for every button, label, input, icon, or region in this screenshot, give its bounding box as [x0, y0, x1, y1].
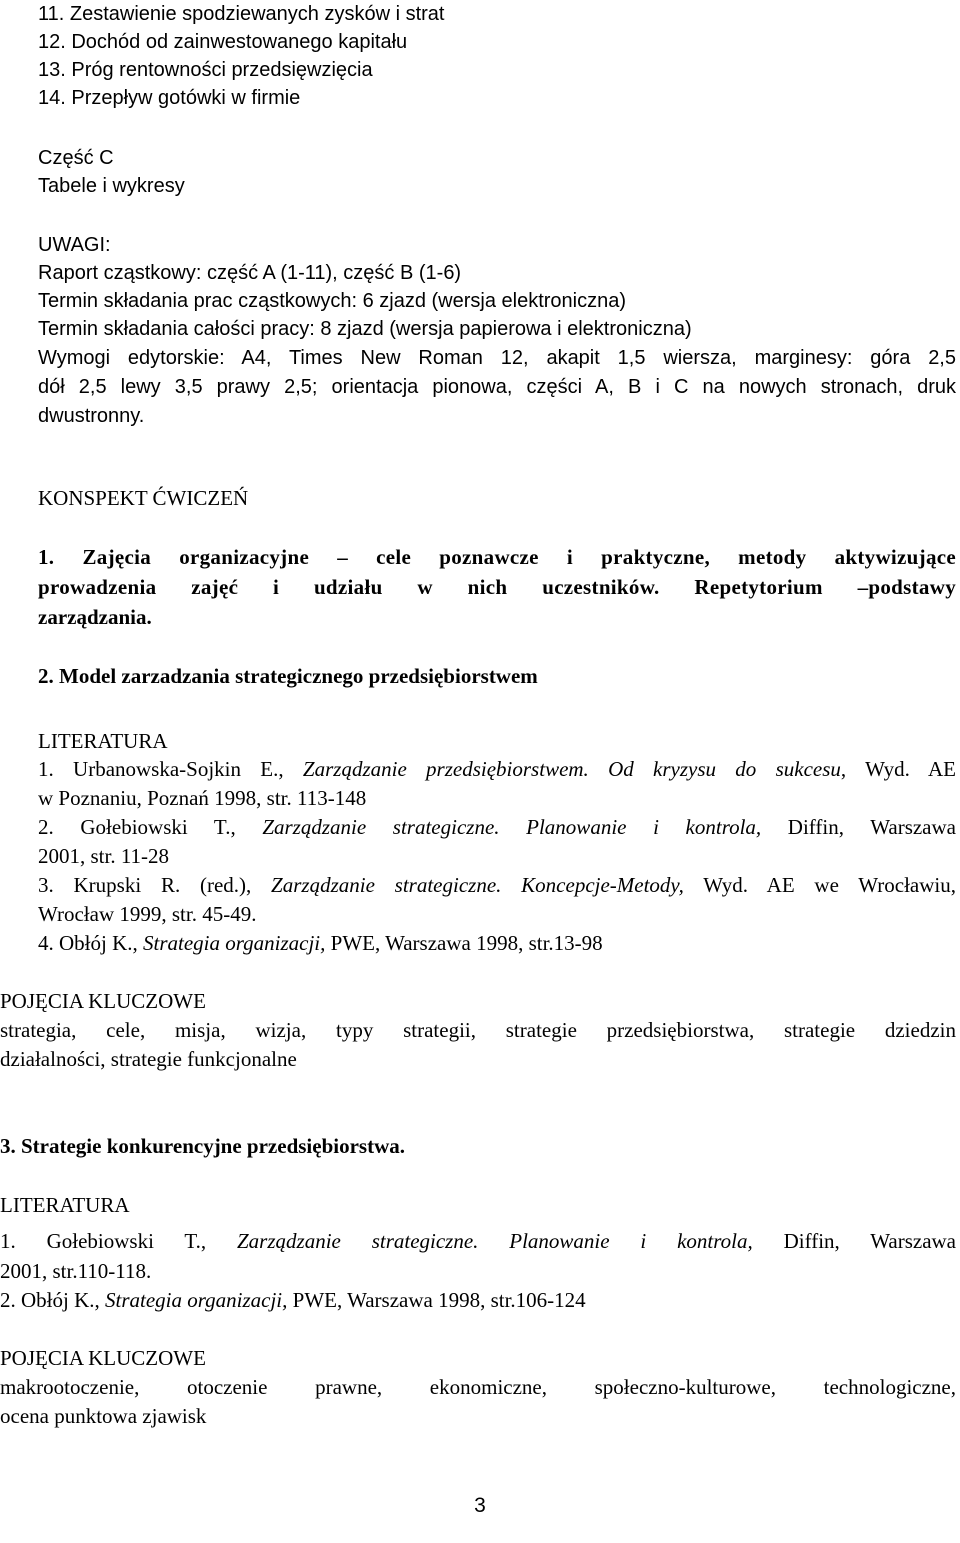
notes-heading: UWAGI:: [38, 234, 111, 256]
literature-item: 1. Urbanowska-Sojkin E., Zarządzanie przedsiębiorstwem. Od kryzysu do sukcesu, Wyd. AE: [38, 757, 956, 781]
literature-item: 2001, str. 11-28: [38, 844, 170, 868]
notes-line: Termin składania całości pracy: 8 zjazd (wersja papierowa i elektroniczna): [38, 318, 692, 340]
literature-item: 2001, str.110-118.: [0, 1259, 152, 1283]
topic-1-line: prowadzenia zajęć i udziału w nich uczestników. Repetytorium –podstawy: [38, 575, 956, 599]
topic-3-title: 3. Strategie konkurencyjne przedsiębiorstwa.: [0, 1134, 405, 1158]
keywords-line: makrootoczenie, otoczenie prawne, ekonomiczne, społeczno-kulturowe, technologiczne,: [0, 1375, 956, 1399]
keywords-line: strategia, cele, misja, wizja, typy strategii, strategie przedsiębiorstwa, strategie dziedzin: [0, 1018, 956, 1042]
literature-item: Wrocław 1999, str. 45-49.: [38, 902, 257, 926]
literature-item: 2. Gołebiowski T., Zarządzanie strategiczne. Planowanie i kontrola, Diffin, Warszawa: [38, 815, 956, 839]
literature-item: 1. Gołebiowski T., Zarządzanie strategiczne. Planowanie i kontrola, Diffin, Warszawa: [0, 1229, 956, 1253]
topic-1-line: 1. Zajęcia organizacyjne – cele poznawcze i praktyczne, metody aktywizujące: [38, 545, 956, 569]
literature-item: 4. Obłój K., Strategia organizacji, PWE, Warszawa 1998, str.13-98: [38, 931, 603, 955]
notes-line: Wymogi edytorskie: A4, Times New Roman 12, akapit 1,5 wiersza, marginesy: góra 2,5: [38, 347, 956, 369]
literature-item: 2. Obłój K., Strategia organizacji, PWE, Warszawa 1998, str.106-124: [0, 1288, 586, 1312]
list-item: 14. Przepływ gotówki w firmie: [38, 87, 301, 109]
notes-line: Raport cząstkowy: część A (1-11), część B (1-6): [38, 262, 462, 284]
list-item: 12. Dochód od zainwestowanego kapitału: [38, 31, 408, 53]
page-number: 3: [474, 1494, 486, 1517]
notes-line: dół 2,5 lewy 3,5 prawy 2,5; orientacja pionowa, części A, B i C na nowych stronach, druk: [38, 376, 956, 398]
section-subtitle: Tabele i wykresy: [38, 175, 185, 197]
topic-1-line: zarządzania.: [38, 605, 152, 629]
literature-item: 3. Krupski R. (red.), Zarządzanie strategiczne. Koncepcje-Metody, Wyd. AE we Wrocławiu,: [38, 873, 956, 897]
literature-item: w Poznaniu, Poznań 1998, str. 113-148: [38, 786, 367, 810]
topic-2-title: 2. Model zarzadzania strategicznego przedsiębiorstwem: [38, 664, 538, 688]
section-title: Część C: [38, 147, 114, 169]
keywords-line: działalności, strategie funkcjonalne: [0, 1047, 297, 1071]
notes-line: dwustronny.: [38, 405, 145, 427]
keywords-heading: POJĘCIA KLUCZOWE: [0, 1346, 206, 1370]
konspekt-heading: KONSPEKT ĆWICZEŃ: [38, 486, 249, 510]
literature-heading: LITERATURA: [38, 729, 168, 753]
notes-line: Termin składania prac cząstkowych: 6 zjazd (wersja elektroniczna): [38, 290, 627, 312]
keywords-line: ocena punktowa zjawisk: [0, 1404, 207, 1428]
literature-heading: LITERATURA: [0, 1193, 130, 1217]
keywords-heading: POJĘCIA KLUCZOWE: [0, 989, 206, 1013]
list-item: 11. Zestawienie spodziewanych zysków i strat: [38, 3, 445, 25]
list-item: 13. Próg rentowności przedsięwzięcia: [38, 59, 373, 81]
